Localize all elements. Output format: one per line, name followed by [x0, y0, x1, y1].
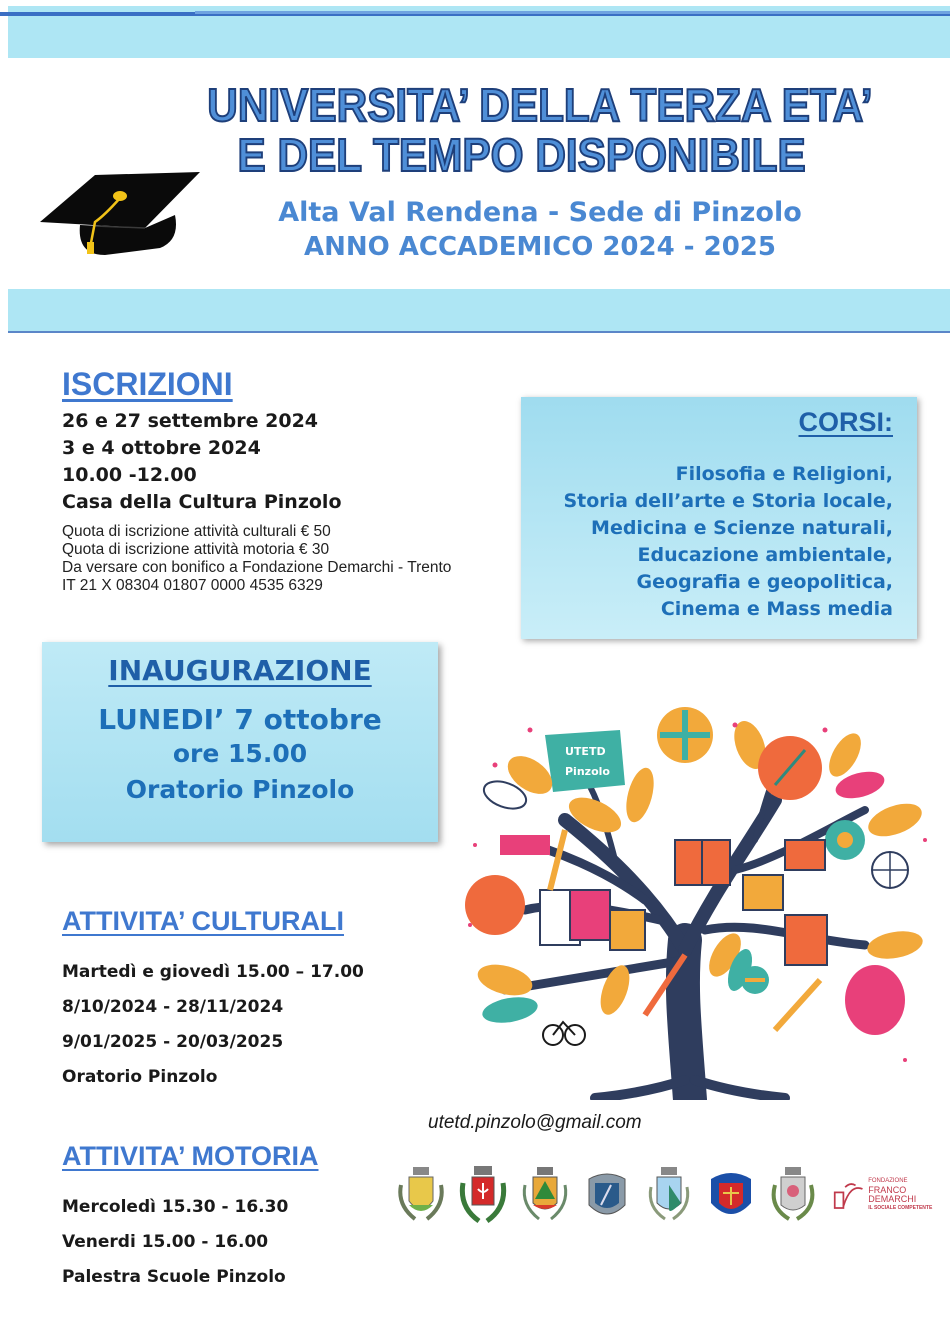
svg-text:UTETD: UTETD — [565, 745, 606, 758]
corso-item: Storia dell’arte e Storia locale, — [563, 490, 893, 512]
corsi-list — [563, 461, 893, 623]
schedule-line: Martedì e giovedì 15.00 – 17.00 — [62, 962, 364, 982]
academic-year: ANNO ACCADEMICO 2024 - 2025 — [304, 232, 776, 262]
fee-line: Quota di iscrizione attività motoria € 30 — [62, 541, 330, 558]
corso-item: Filosofia e Religioni, — [675, 463, 893, 485]
iban: IT 21 X 08304 01807 0000 4535 6329 — [62, 577, 323, 594]
schedule-line: Mercoledì 15.30 - 16.30 — [62, 1197, 289, 1217]
municipal-crest-icon — [581, 1163, 633, 1227]
municipal-crest-icon — [395, 1163, 447, 1227]
municipal-crest-icon — [457, 1163, 509, 1227]
attivita-motoria-heading: ATTIVITA’ MOTORIA — [62, 1141, 319, 1171]
inaugurazione-place: Oratorio Pinzolo — [125, 775, 355, 804]
header-band-bottom — [8, 289, 950, 333]
page-title — [190, 80, 889, 180]
tree-of-knowledge-illustration — [445, 700, 940, 1100]
svg-text:Pinzolo: Pinzolo — [565, 765, 610, 778]
corso-item: Medicina e Scienze naturali, — [591, 517, 893, 539]
attivita-culturali-heading: ATTIVITA’ CULTURALI — [62, 906, 344, 936]
schedule-line: Venerdi 15.00 - 16.00 — [62, 1232, 269, 1252]
subtitle — [190, 196, 890, 264]
corso-item: Cinema e Mass media — [660, 598, 893, 620]
iscrizioni-heading: ISCRIZIONI — [62, 366, 233, 402]
schedule-line: 8/10/2024 - 28/11/2024 — [62, 997, 284, 1017]
iscrizioni-date-2: 3 e 4 ottobre 2024 — [62, 437, 261, 459]
schedule-line: 9/01/2025 - 20/03/2025 — [62, 1032, 284, 1052]
inaugurazione-heading: INAUGURAZIONE — [108, 654, 372, 687]
inaugurazione-time: ore 15.00 — [172, 739, 308, 768]
fee-line: Quota di iscrizione attività culturali € 50 — [62, 523, 331, 540]
iscrizioni-place: Casa della Cultura Pinzolo — [62, 491, 342, 513]
schedule-place: Palestra Scuole Pinzolo — [62, 1267, 286, 1287]
corso-item: Geografia e geopolitica, — [636, 571, 893, 593]
iscrizioni-details — [62, 408, 451, 595]
municipal-crest-icon — [767, 1163, 819, 1227]
corsi-heading: CORSI: — [798, 407, 893, 437]
fee-line: Da versare con bonifico a Fondazione Demarchi - Trento — [62, 559, 452, 576]
fondazione-demarchi-logo: FONDAZIONE FRANCO DEMARCHI IL SOCIALE COMPETENTE — [833, 1177, 945, 1213]
contact-email[interactable]: utetd.pinzolo@gmail.com — [428, 1112, 642, 1133]
schedule-place: Oratorio Pinzolo — [62, 1067, 218, 1087]
corso-item: Educazione ambientale, — [637, 544, 893, 566]
location-subtitle: Alta Val Rendena - Sede di Pinzolo — [278, 197, 802, 228]
title-line-2: E DEL TEMPO DISPONIBILE — [237, 129, 806, 181]
header-rule-accent — [195, 11, 950, 14]
iscrizioni-date-1: 26 e 27 settembre 2024 — [62, 410, 319, 432]
attivita-motoria-details — [62, 1190, 288, 1295]
municipal-crest-icon — [519, 1163, 571, 1227]
municipal-crest-icon — [643, 1163, 695, 1227]
sponsor-logos — [395, 1160, 945, 1230]
municipal-crest-icon — [705, 1163, 757, 1227]
utetd-sign — [545, 730, 625, 792]
inaugurazione-box — [42, 642, 438, 842]
iscrizioni-hours: 10.00 -12.00 — [62, 464, 197, 486]
attivita-culturali-details — [62, 955, 364, 1095]
inaugurazione-day: LUNEDI’ 7 ottobre — [98, 703, 382, 736]
corsi-box — [521, 397, 917, 639]
title-line-1: UNIVERSITA’ DELLA TERZA ETA’ — [207, 79, 873, 131]
